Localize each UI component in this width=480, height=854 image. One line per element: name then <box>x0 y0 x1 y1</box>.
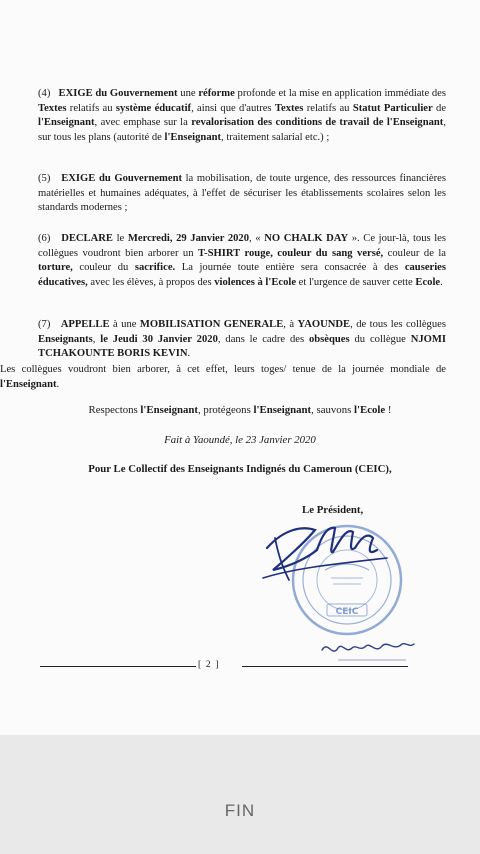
emphasis: DECLARE <box>61 233 113 244</box>
text: , traitement salarial etc.) ; <box>221 131 330 143</box>
emphasis: NO CHALK DAY <box>264 233 349 244</box>
stamp-label: CEIC <box>335 607 359 617</box>
text: , dans le cadre des <box>217 333 309 345</box>
text: couleur de la <box>383 247 447 259</box>
text: , sauvons <box>311 404 354 416</box>
emphasis: Statut Particulier <box>352 102 433 114</box>
emphasis: revalorisation des conditions de travail de l'Enseignant <box>191 117 444 129</box>
emphasis: l'Enseignant <box>140 404 199 416</box>
emphasis: Enseignants <box>38 333 93 345</box>
text: , ainsi que d'autres <box>191 102 275 114</box>
text: La journée toute entière sera consacrée à des <box>175 262 405 274</box>
text: une <box>177 88 199 99</box>
signatory-organization: Pour Le Collectif des Enseignants Indignés du Cameroun (CEIC), <box>88 463 392 475</box>
text: relatifs au <box>66 102 116 114</box>
emphasis: YAOUNDE <box>297 319 351 330</box>
text: . <box>440 276 443 288</box>
text: Respectons <box>88 404 141 416</box>
paragraph-6 <box>38 232 446 290</box>
text: la mobilisation, de toute urgence, des ressources financières matérielles et humaines adéquates, à l'effet de sécuriser les établissements scolaires selon les standards modernes ; <box>38 173 446 214</box>
signature-icon <box>255 508 395 588</box>
emphasis: obsèques <box>308 333 350 345</box>
place-date: Fait à Yaoundé, le 23 Janvier 2020 <box>164 434 316 446</box>
text: ». Ce jour-là, tous les collègues voudront bien arborer un <box>38 233 446 259</box>
footer-rule-right <box>242 666 408 667</box>
emphasis: causeries éducatives, <box>38 262 446 288</box>
text: , de tous les collègues <box>350 319 446 330</box>
text: du collègue <box>349 333 411 345</box>
text: , avec emphase sur la <box>94 117 192 129</box>
text: et l'urgence de sauver cette <box>296 276 416 288</box>
viewer-footer <box>0 735 480 854</box>
emphasis: Ecole <box>415 276 441 288</box>
page-number: [ 2 ] <box>198 660 219 670</box>
emphasis: torture, <box>38 262 73 274</box>
emphasis: l'Enseignant <box>38 117 95 129</box>
emphasis: l'Ecole <box>354 404 386 416</box>
handwritten-name-icon <box>318 630 418 666</box>
paragraph-4 <box>38 87 446 145</box>
text: , protégeons <box>198 404 254 416</box>
item-number: (6) <box>38 233 51 244</box>
emphasis: T-SHIRT rouge, couleur du sang versé, <box>198 247 384 259</box>
signatory-title: Le Président, <box>302 504 364 516</box>
text: . <box>187 348 191 360</box>
text: , « <box>249 233 265 244</box>
footer-rule-left <box>40 666 196 667</box>
item-number: (5) <box>38 173 51 184</box>
text: avec les élèves, à propos des <box>87 276 215 288</box>
emphasis: EXIGE du Gouvernement <box>61 173 182 184</box>
text: Les collègues voudront bien arborer, à cet effet, leurs toges/ tenue de la journée mondiale de <box>0 364 446 375</box>
text: de <box>432 102 447 114</box>
emphasis: Textes <box>38 102 67 114</box>
emphasis: l'Enseignant <box>164 131 222 143</box>
text: couleur du <box>72 262 135 274</box>
emphasis: réforme <box>198 88 235 99</box>
text: , <box>92 333 101 345</box>
end-label: FIN <box>224 801 256 820</box>
paragraph-5 <box>38 172 446 216</box>
text: le <box>113 233 128 244</box>
emphasis: APPELLE <box>60 319 110 330</box>
emphasis: le Jeudi 30 Janvier 2020 <box>100 333 218 345</box>
emphasis: violences à l'Ecole <box>214 276 297 288</box>
emphasis: NJOMI TCHAKOUNTE BORIS KEVIN <box>38 333 447 360</box>
paragraph-7 <box>38 318 446 362</box>
emphasis: l'Enseignant <box>253 404 312 416</box>
item-number: (4) <box>38 88 51 99</box>
text: , à <box>283 319 298 330</box>
emphasis: Mercredi, 29 Janvier 2020 <box>127 233 250 244</box>
text: à une <box>109 319 140 330</box>
item-number: (7) <box>38 319 51 330</box>
page-number-value: 2 <box>205 660 211 670</box>
text: ! <box>385 404 392 416</box>
paragraph-toges <box>0 363 446 392</box>
text: relatifs au <box>303 102 353 114</box>
emphasis: sacrifice. <box>134 262 176 274</box>
emphasis: MOBILISATION GENERALE <box>139 319 284 330</box>
text: profonde et la mise en application immédiate des <box>234 88 447 99</box>
emphasis: système éducatif <box>115 102 192 114</box>
text: , sur tous les plans (autorité de <box>38 117 446 143</box>
text: . <box>56 378 60 390</box>
emphasis: EXIGE du Gouvernement <box>58 88 178 99</box>
emphasis: l'Enseignant <box>0 378 57 390</box>
emphasis: Textes <box>274 102 304 114</box>
slogan-line <box>0 404 480 416</box>
